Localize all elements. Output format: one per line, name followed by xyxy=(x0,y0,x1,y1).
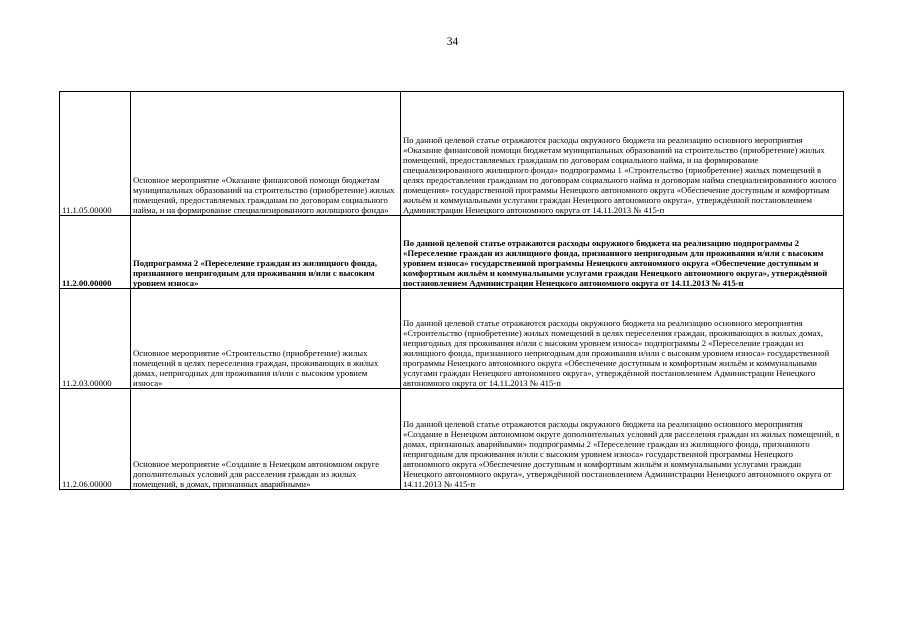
row-code-cell: 11.1.05.00000 xyxy=(60,92,131,216)
row-code-cell: 11.2.06.00000 xyxy=(60,389,131,490)
row-name-cell: Основное мероприятие «Создание в Ненецком автономном округе дополнительных условий для расселения граждан из жилых помещений, в домах, признанных аварийными» xyxy=(131,389,401,490)
table-row xyxy=(60,389,844,490)
row-description-cell: По данной целевой статье отражаются расходы окружного бюджета на реализацию подпрограммы 2 «Переселение граждан из жилищного фонда, признанного непригодным для проживания и/или с высоким уровнем износа» государственной программы Ненецкого автономного округа «Обеспечение доступным и комфортным жильём и коммунальными услугами граждан Ненецкого автономного округа», утверждённой постановлением Администрации Ненецкого автономного округа от 14.11.2013 № 415-п xyxy=(401,216,844,289)
table-row xyxy=(60,289,844,389)
row-name-cell: Подпрограмма 2 «Переселение граждан из жилищного фонда, признанного непригодным для проживания и/или с высоким уровнем износа» xyxy=(131,216,401,289)
page-number: 34 xyxy=(446,36,459,48)
row-code-cell: 11.2.00.00000 xyxy=(60,216,131,289)
table-row xyxy=(60,216,844,289)
row-code-cell: 11.2.03.00000 xyxy=(60,289,131,389)
row-name-cell: Основное мероприятие «Строительство (приобретение) жилых помещений в целях переселения граждан, проживающих в жилых домах, непригодных для проживания и/или с высоким уровнем износа» xyxy=(131,289,401,389)
row-name-cell: Основное мероприятие «Оказание финансовой помощи бюджетам муниципальных образований на строительство (приобретение) жилых помещений, предоставляемых гражданам по договорам социального найма, и на формирование специализированного жилищного фонда» xyxy=(131,92,401,216)
row-description-cell: По данной целевой статье отражаются расходы окружного бюджета на реализацию основного мероприятия «Строительство (приобретение) жилых помещений в целях переселения граждан, проживающих в жилых домах, непригодных для проживания и/или с высоким уровнем износа» подпрограммы 2 «Переселение граждан из жилищного фонда, признанного непригодным для проживания и/или с высоким уровнем износа» государственной программы Ненецкого автономного округа «Обеспечение доступным и комфортным жильём и коммунальными услугами граждан Ненецкого автономного округа», утверждённой постановлением Администрации Ненецкого автономного округа от 14.11.2013 № 415-п xyxy=(401,289,844,389)
table-row xyxy=(60,92,844,216)
row-description-cell: По данной целевой статье отражаются расходы окружного бюджета на реализацию основного мероприятия «Создание в Ненецком автономном округе дополнительных условий для расселения граждан из жилых помещений, в домах, признанных аварийными» подпрограммы 2 «Переселение граждан из жилищного фонда, признанного непригодным для проживания и/или с высоким уровнем износа» государственной программы Ненецкого автономного округа «Обеспечение доступным и комфортным жильём и коммунальными услугами граждан Ненецкого автономного округа», утверждённой постановлением Администрации Ненецкого автономного округа от 14.11.2013 № 415-п xyxy=(401,389,844,490)
row-description-cell: По данной целевой статье отражаются расходы окружного бюджета на реализацию основного мероприятия «Оказание финансовой помощи бюджетам муниципальных образований на строительство (приобретение) жилых помещений, предоставляемых гражданам по договорам социального найма, и на формирование специализированного жилищного фонда» подпрограммы 1 «Строительство (приобретение) жилых помещений в целях предоставления гражданам по договорам социального найма и договорам найма специализированного жилого помещения» государственной программы Ненецкого автономного округа «Обеспечение доступным и комфортным жильём и коммунальными услугами граждан Ненецкого автономного округа», утверждённой постановлением Администрации Ненецкого автономного округа от 14.11.2013 № 415-п xyxy=(401,92,844,216)
budget-classification-table xyxy=(59,91,844,490)
